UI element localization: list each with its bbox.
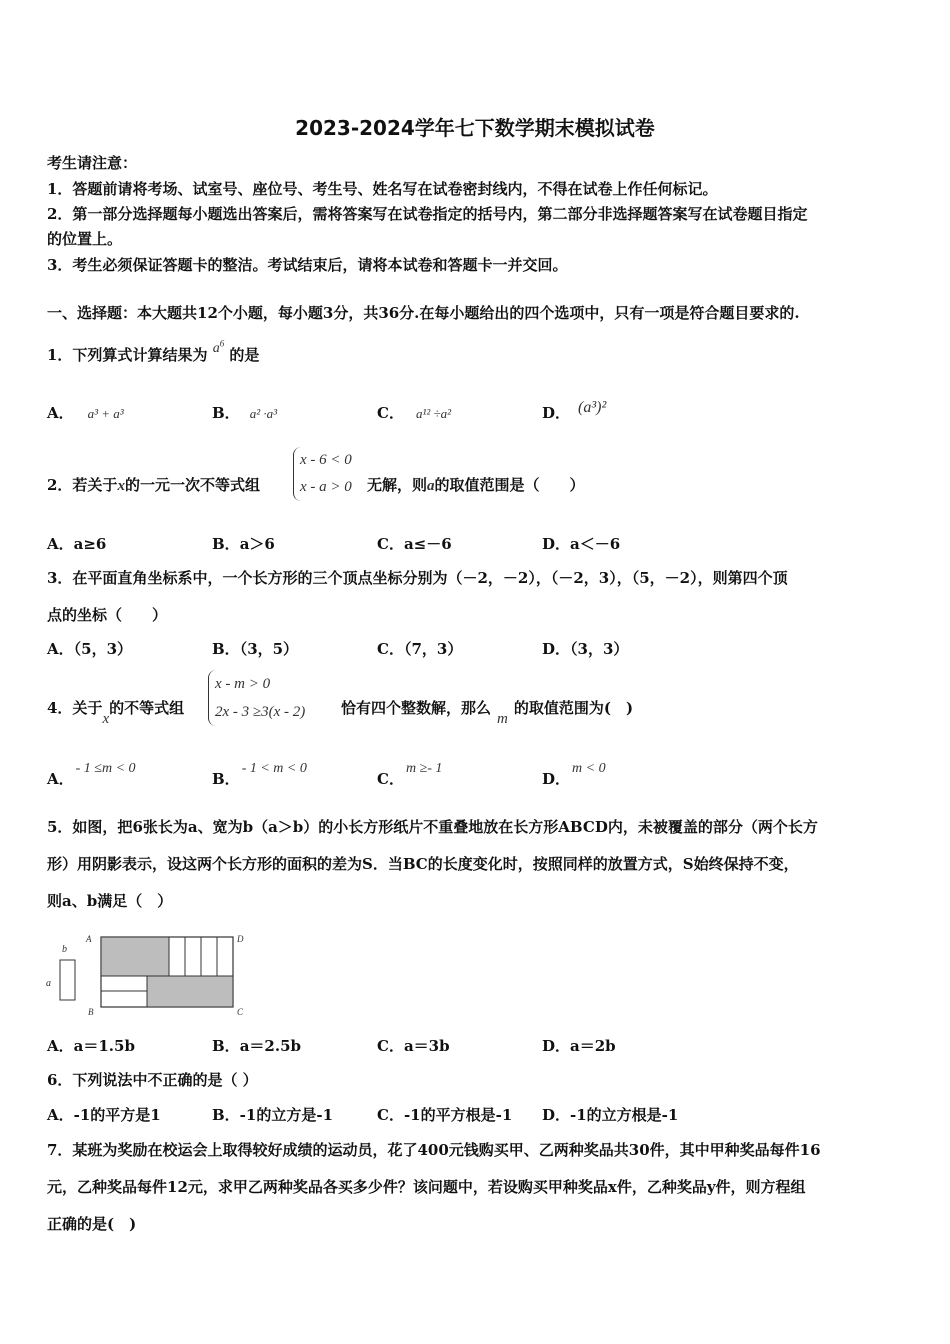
q6-option-d[interactable]: D．-1的立方根是-1 [542, 1106, 679, 1124]
question-2-stem-b: 无解，则a的取值范围是（ ） [367, 476, 585, 494]
question-3-line-2: 点的坐标（ ） [47, 606, 168, 624]
q1-stem-b: 的是 [229, 346, 260, 364]
q1-option-c[interactable]: C． a¹² ÷a² [377, 404, 452, 422]
page-title: 2023-2024学年七下数学期末模拟试卷 [295, 116, 655, 140]
q3-option-a[interactable]: A．（5，3） [47, 640, 133, 658]
q5-option-b[interactable]: B．a＝2.5b [212, 1037, 301, 1055]
q4-option-a[interactable]: A．- 1 ≤m < 0 [47, 761, 136, 788]
q2-option-a[interactable]: A．a≥6 [47, 535, 107, 553]
q4-option-d[interactable]: D．m < 0 [542, 761, 606, 788]
question-3-line-1: 3．在平面直角坐标系中，一个长方形的三个顶点坐标分别为（－2，－2），（－2，3），（5，－2），则第四个顶 [47, 569, 788, 587]
notice-item-2: 2．第一部分选择题每小题选出答案后，需将答案写在试卷指定的括号内，第二部分非选择题答案写在试卷题目指定 [47, 205, 808, 223]
q6-option-c[interactable]: C．-1的平方根是-1 [377, 1106, 513, 1124]
q4-option-c[interactable]: C．m ≥- 1 [377, 761, 443, 788]
question-7-line-2: 元，乙种奖品每件12元，求甲乙两种奖品各买多少件？该问题中，若设购买甲种奖品x件，乙种奖品y件，则方程组 [47, 1178, 806, 1196]
q5-option-d[interactable]: D．a＝2b [542, 1037, 616, 1055]
question-2-stem-a: 2．若关于x的一元一次不等式组 [47, 476, 260, 494]
q2-option-d[interactable]: D．a＜－6 [542, 535, 621, 553]
shaded-region-top-left [101, 937, 169, 976]
q1-option-d[interactable]: D． (a³)² [542, 399, 607, 422]
question-5-line-3: 则a、b满足（ ） [47, 892, 173, 910]
q4-inequality-system [208, 670, 305, 726]
question-6-stem: 6．下列说法中不正确的是（ ） [47, 1071, 258, 1089]
notice-item-3: 3．考生必须保证答题卡的整洁。考试结束后，请将本试卷和答题卡一并交回。 [47, 256, 568, 274]
q2-inequality-2: x - a > 0 [300, 479, 352, 495]
label-D: D [237, 934, 244, 944]
q2-option-c[interactable]: C．a≤－6 [377, 535, 452, 553]
q2-inequality-1: x - 6 < 0 [300, 452, 352, 468]
label-C: C [237, 1007, 244, 1017]
notice-item-2-cont: 的位置上。 [47, 230, 123, 248]
q2-inequality-system [293, 447, 352, 501]
notice-item-1: 1．答题前请将考场、试室号、座位号、考生号、姓名写在试卷密封线内，不得在试卷上作任何标记。 [47, 180, 718, 198]
q1-stem-a: 1．下列算式计算结果为 [47, 346, 208, 364]
small-rectangle [60, 960, 75, 1000]
notice-heading: 考生请注意： [47, 154, 138, 172]
question-7-line-3: 正确的是( ) [47, 1215, 137, 1233]
question-1-stem [47, 338, 260, 365]
q6-option-b[interactable]: B．-1的立方是-1 [212, 1106, 334, 1124]
label-b: b [62, 944, 67, 955]
question-5-line-1: 5．如图，把6张长为a、宽为b（a＞b）的小长方形纸片不重叠地放在长方形ABCD内，未被覆盖的部分（两个长方 [47, 818, 818, 836]
q3-option-c[interactable]: C．（7，3） [377, 640, 463, 658]
q5-option-a[interactable]: A．a＝1.5b [47, 1037, 135, 1055]
question-4-stem-a: 4．关于x的不等式组 [47, 699, 185, 727]
q5-figure [40, 928, 260, 1020]
question-4-stem-b: 恰有四个整数解，那么m的取值范围为( ) [341, 699, 634, 727]
question-7-line-1: 7．某班为奖励在校运会上取得较好成绩的运动员，花了400元钱购买甲、乙两种奖品共30件，其中甲种奖品每件16 [47, 1141, 821, 1159]
q4-inequality-2: 2x - 3 ≥3(x - 2) [215, 704, 306, 720]
label-a: a [46, 978, 51, 989]
q3-option-d[interactable]: D．（3，3） [542, 640, 629, 658]
q1-option-b[interactable]: B． a² ·a³ [212, 404, 277, 422]
q1-option-a[interactable]: A． a³ + a³ [47, 404, 124, 422]
q3-option-b[interactable]: B．（3，5） [212, 640, 299, 658]
label-A: A [86, 934, 92, 944]
q6-option-a[interactable]: A．-1的平方是1 [47, 1106, 161, 1124]
q4-inequality-1: x - m > 0 [215, 676, 271, 692]
question-5-line-2: 形）用阴影表示，设这两个长方形的面积的差为S．当BC的长度变化时，按照同样的放置方式，S始终保持不变， [47, 855, 799, 873]
q5-option-c[interactable]: C．a＝3b [377, 1037, 450, 1055]
q1-expr: $a^6$ [212, 338, 225, 356]
section-heading: 一、选择题：本大题共12个小题，每小题3分，共36分.在每小题给出的四个选项中，只有一项是符合题目要求的. [47, 304, 800, 322]
q4-option-b[interactable]: B．- 1 < m < 0 [212, 761, 307, 788]
q2-option-b[interactable]: B．a＞6 [212, 535, 275, 553]
label-B: B [88, 1007, 94, 1017]
shaded-region-bottom-right [147, 976, 233, 1007]
